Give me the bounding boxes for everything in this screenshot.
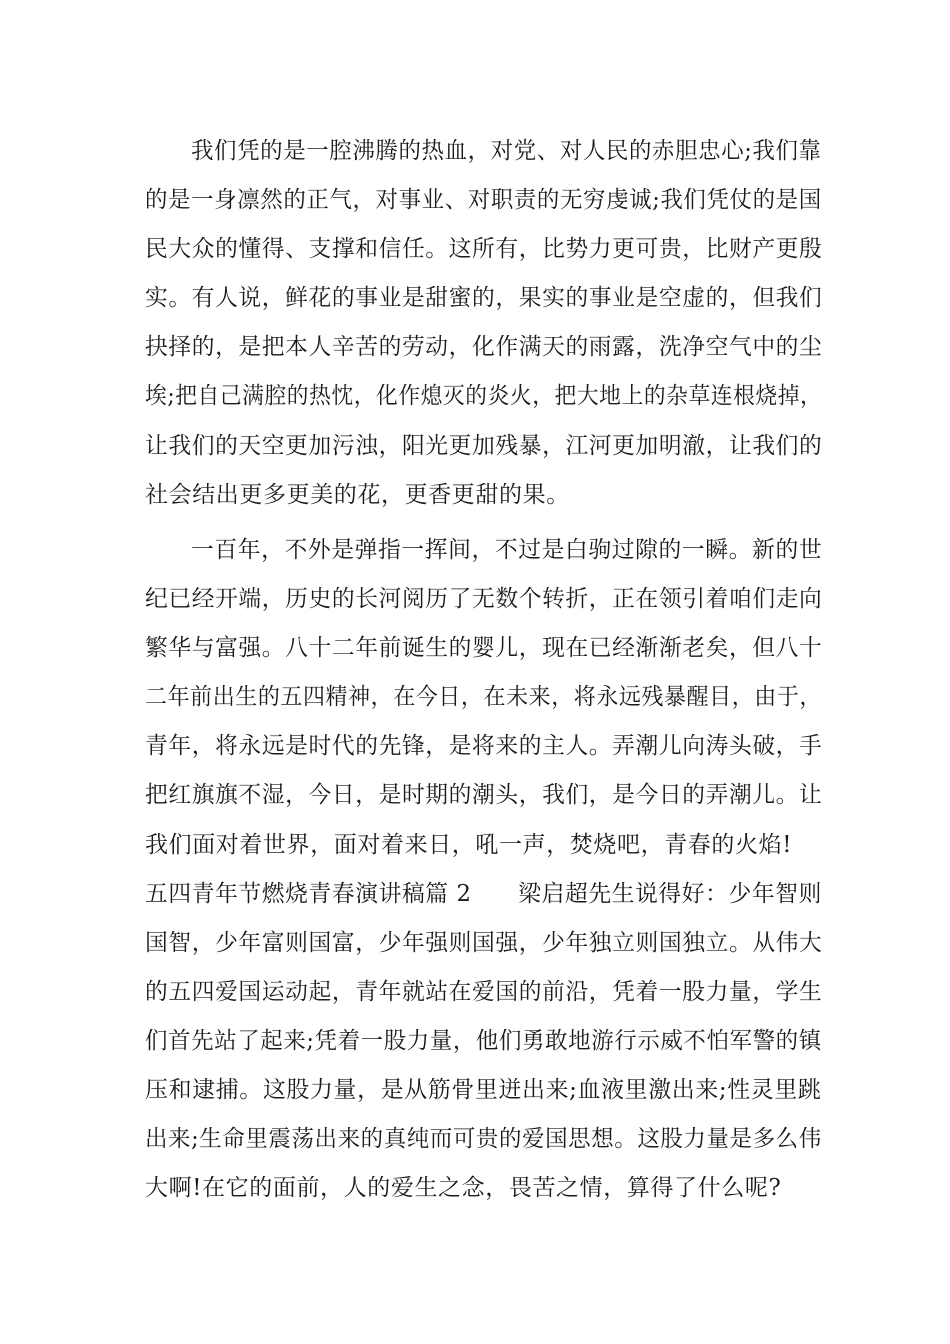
paragraph-line: 实。有人说，鲜花的事业是甜蜜的，果实的事业是空虚的，但我们 xyxy=(145,285,823,311)
paragraph-line: 压和逮捕。这股力量，是从筋骨里迸出来;血液里激出来;性灵里跳 xyxy=(145,1077,822,1103)
paragraph-line: 大啊!在它的面前，人的爱生之念，畏苦之情，算得了什么呢? xyxy=(145,1175,782,1201)
paragraph-line: 社会结出更多更美的花，更香更甜的果。 xyxy=(145,482,570,508)
paragraph-line: 民大众的懂得、支撑和信任。这所有，比势力更可贵，比财产更殷 xyxy=(145,236,823,262)
paragraph-line: 们首先站了起来;凭着一股力量，他们勇敢地游行示威不怕军警的镇 xyxy=(145,1028,822,1054)
section-heading-line: 五四青年节燃烧青春演讲稿篇 2 梁启超先生说得好：少年智则 xyxy=(145,881,822,907)
paragraph-line: 抉择的，是把本人辛苦的劳动，化作满天的雨露，洗净空气中的尘 xyxy=(145,334,823,360)
paragraph-line: 出来;生命里震荡出来的真纯而可贵的爱国思想。这股力量是多么伟 xyxy=(145,1126,822,1152)
paragraph-line: 我们凭的是一腔沸腾的热血，对党、对人民的赤胆忠心;我们靠 xyxy=(191,138,822,164)
paragraph-line: 国智，少年富则国富，少年强则国强，少年独立则国独立。从伟大 xyxy=(145,930,823,956)
paragraph-line: 的五四爱国运动起，青年就站在爱国的前沿，凭着一股力量，学生 xyxy=(145,979,823,1005)
paragraph-line: 埃;把自己满腔的热忱，化作熄灭的炎火，把大地上的杂草连根烧掉， xyxy=(145,383,823,409)
paragraph-line: 二年前出生的五四精神，在今日，在未来，将永远残暴醒目，由于， xyxy=(145,684,822,710)
paragraph-line: 一百年，不外是弹指一挥间，不过是白驹过隙的一瞬。新的世 xyxy=(191,537,823,563)
paragraph-line: 的是一身凛然的正气，对事业、对职责的无穷虔诚;我们凭仗的是国 xyxy=(145,187,822,213)
paragraph-line: 我们面对着世界，面对着来日，吼一声，焚烧吧，青春的火焰! xyxy=(145,832,793,858)
paragraph-line: 纪已经开端，历史的长河阅历了无数个转折，正在领引着咱们走向 xyxy=(145,586,823,612)
paragraph-line: 把红旗旗不湿，今日，是时期的潮头，我们，是今日的弄潮儿。让 xyxy=(145,782,823,808)
paragraph-line: 繁华与富强。八十二年前诞生的婴儿，现在已经渐渐老矣，但八十 xyxy=(145,635,823,661)
paragraph-line: 让我们的天空更加污浊，阳光更加残暴，江河更加明澈，让我们的 xyxy=(145,433,823,459)
paragraph-line: 青年，将永远是时代的先锋，是将来的主人。弄潮儿向涛头破，手 xyxy=(145,733,823,759)
